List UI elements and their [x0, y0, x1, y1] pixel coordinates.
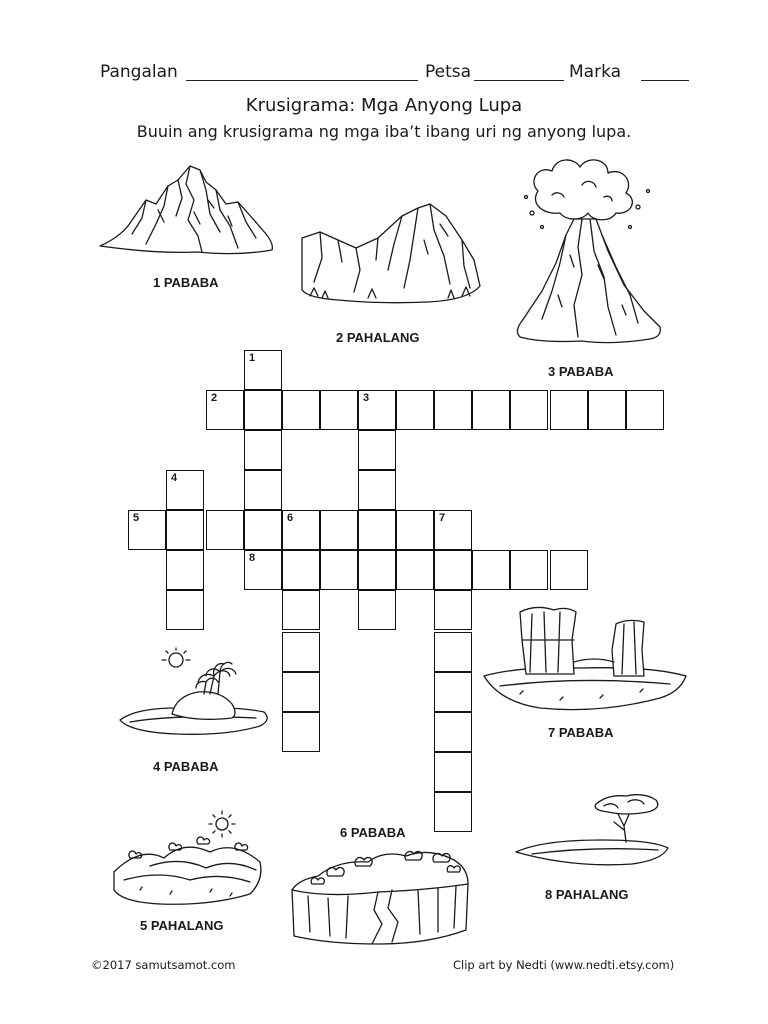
crossword-cell[interactable] [472, 390, 510, 430]
crossword-cell[interactable] [434, 752, 472, 792]
crossword-cell[interactable] [434, 712, 472, 752]
crossword-cell[interactable] [282, 712, 320, 752]
crossword-cell[interactable] [434, 632, 472, 672]
clue-number: 6 [287, 512, 294, 524]
clue-number: 8 [249, 552, 256, 564]
crossword-cell[interactable] [166, 510, 204, 550]
clue-number: 3 [363, 392, 370, 404]
clue-number: 2 [211, 392, 218, 404]
crossword-cell[interactable] [358, 390, 396, 430]
clue-number: 1 [249, 352, 256, 364]
crossword-cell[interactable] [282, 590, 320, 630]
crossword-cell[interactable] [244, 470, 282, 510]
crossword-cell[interactable] [128, 510, 166, 550]
mesa-illustration [480, 600, 690, 718]
copyright-text: ©2017 samutsamot.com [91, 958, 236, 972]
crossword-cell[interactable] [166, 590, 204, 630]
clue-1-label: 1 PABABA [153, 275, 219, 290]
clue-7-label: 7 PABABA [548, 725, 614, 740]
crossword-cell[interactable] [396, 390, 434, 430]
clue-5-label: 5 PAHALANG [140, 918, 224, 933]
crossword-cell[interactable] [510, 390, 548, 430]
crossword-cell[interactable] [588, 390, 626, 430]
crossword-cell[interactable] [434, 672, 472, 712]
crossword-cell[interactable] [244, 550, 282, 590]
clue-8-label: 8 PAHALANG [545, 887, 629, 902]
clue-number: 4 [171, 472, 178, 484]
crossword-cell[interactable] [320, 550, 358, 590]
date-label: Petsa [425, 62, 472, 82]
crossword-cell[interactable] [358, 430, 396, 470]
crossword-cell[interactable] [244, 510, 282, 550]
crossword-cell[interactable] [472, 550, 510, 590]
crossword-cell[interactable] [434, 590, 472, 630]
crossword-cell[interactable] [358, 590, 396, 630]
crossword-cell[interactable] [434, 390, 472, 430]
clue-2-label: 2 PAHALANG [336, 330, 420, 345]
worksheet-title: Krusigrama: Mga Anyong Lupa [245, 95, 523, 116]
crossword-cell[interactable] [166, 470, 204, 510]
plain-illustration [512, 790, 672, 870]
crossword-cell[interactable] [434, 792, 472, 832]
clue-3-label: 3 PABABA [548, 364, 614, 379]
crossword-cell[interactable] [396, 510, 434, 550]
crossword-cell[interactable] [550, 550, 588, 590]
crossword-cell[interactable] [282, 632, 320, 672]
crossword-cell[interactable] [282, 550, 320, 590]
name-label: Pangalan [100, 62, 178, 82]
clue-4-label: 4 PABABA [153, 759, 219, 774]
crossword-cell[interactable] [244, 430, 282, 470]
crossword-cell[interactable] [282, 510, 320, 550]
clue-number: 5 [133, 512, 140, 524]
crossword-cell[interactable] [434, 550, 472, 590]
crossword-cell[interactable] [206, 510, 244, 550]
clip-art-credit: Clip art by Nedti (www.nedti.etsy.com) [453, 958, 675, 972]
crossword-cell[interactable] [396, 550, 434, 590]
crossword-cell[interactable] [510, 550, 548, 590]
hills-illustration [110, 810, 266, 910]
score-label: Marka [569, 62, 622, 82]
crossword-cell[interactable] [358, 550, 396, 590]
mountain-range-illustration [298, 200, 484, 312]
crossword-cell[interactable] [358, 510, 396, 550]
crossword-cell[interactable] [244, 350, 282, 390]
score-field[interactable] [641, 80, 689, 81]
crossword-cell[interactable] [282, 672, 320, 712]
clue-6-label: 6 PABABA [340, 825, 406, 840]
crossword-cell[interactable] [244, 390, 282, 430]
plateau-illustration [288, 840, 474, 950]
crossword-cell[interactable] [626, 390, 664, 430]
crossword-cell[interactable] [358, 470, 396, 510]
crossword-cell[interactable] [550, 390, 588, 430]
volcano-illustration [512, 155, 664, 353]
island-illustration [116, 650, 274, 740]
name-field[interactable] [186, 80, 418, 81]
crossword-cell[interactable] [166, 550, 204, 590]
crossword-cell[interactable] [282, 390, 320, 430]
crossword-cell[interactable] [320, 510, 358, 550]
clue-number: 7 [439, 512, 446, 524]
crossword-cell[interactable] [206, 390, 244, 430]
worksheet-instructions: Buuin ang krusigrama ng mga iba’t ibang uri ng anyong lupa. [136, 122, 632, 141]
mountain-illustration [98, 160, 278, 270]
crossword-cell[interactable] [320, 390, 358, 430]
crossword-cell[interactable] [434, 510, 472, 550]
date-field[interactable] [474, 80, 564, 81]
